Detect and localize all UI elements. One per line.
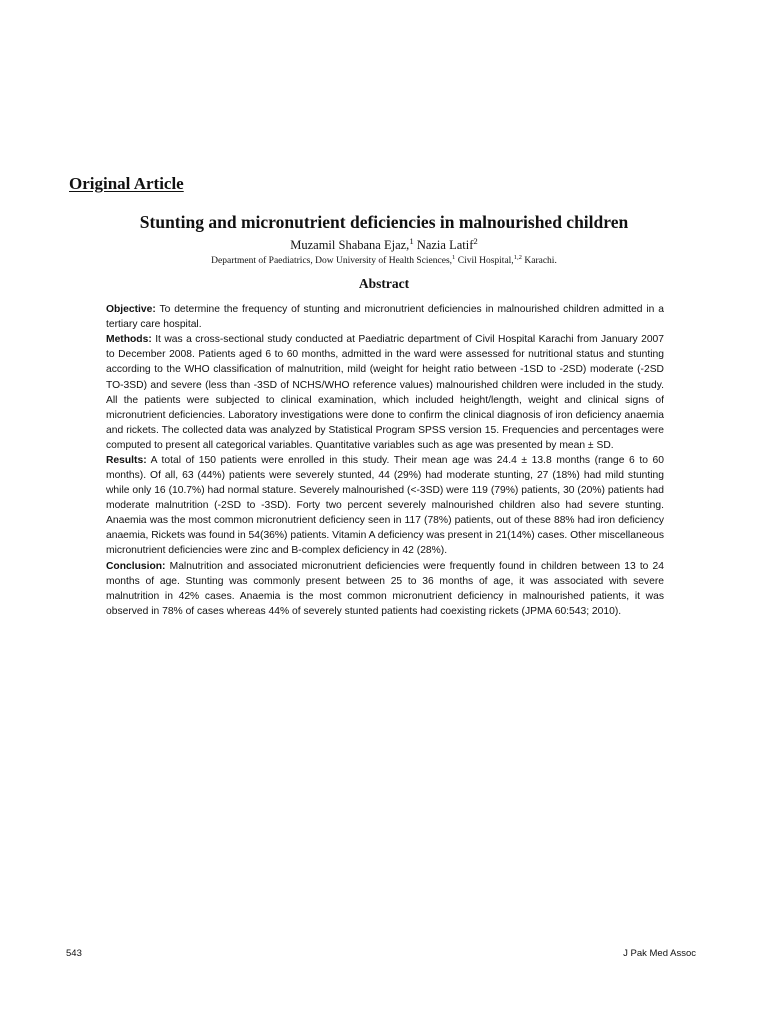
author-affiliation-mark: 2 — [473, 235, 478, 246]
abstract-results — [106, 453, 664, 558]
affiliation-mark: 1 — [452, 253, 456, 261]
article-type-heading: Original Article — [69, 174, 184, 193]
affiliation-mark: 1,2 — [513, 253, 522, 261]
results-label: Results: — [106, 455, 147, 467]
objective-text: To determine the frequency of stunting and micronutrient deficiencies in malnourished children admitted in a tertiary care hospital. — [106, 304, 664, 331]
conclusion-label: Conclusion: — [106, 560, 166, 572]
abstract-methods — [106, 332, 664, 452]
abstract-objective — [106, 302, 664, 332]
journal-name: J Pak Med Assoc — [623, 948, 696, 959]
author-name: Nazia Latif — [413, 238, 474, 252]
abstract-heading: Abstract — [358, 276, 410, 291]
methods-text: It was a cross-sectional study conducted at Paediatric department of Civil Hospital Karachi from January 2007 to December 2008. Patients aged 6 to 60 months, admitted in the ward were assessed for nutritional status and stunting according to the WHO classification of malnutrition, mild (weight for height ratio between -1SD to -2SD) moderate (-2SD TO-3SD) and severe (less than -3SD of NCHS/WHO reference values) malnourished children were included in the study. All the patients were subjected to clinical examination, which included height/length, weight and clinical signs of micronutrient deficiencies. Laboratory investigations were done to confirm the clinical diagnosis of iron deficiency anaemia and rickets. The collected data was analyzed by Statistical Program SPSS version 15. Frequencies and percentages were computed to present all categorical variables. Quantitative variables such as age was presented by mean ± SD. — [106, 334, 664, 451]
methods-label: Methods: — [106, 334, 152, 346]
abstract-conclusion — [106, 559, 664, 619]
affiliation-text: Karachi. — [522, 256, 557, 266]
article-title: Stunting and micronutrient deficiencies in malnourished children — [139, 212, 629, 232]
author-affiliation-mark: 1 — [409, 235, 414, 246]
objective-label: Objective: — [106, 304, 156, 315]
abstract-body — [106, 302, 664, 619]
author-line — [0, 235, 768, 253]
results-text: A total of 150 patients were enrolled in this study. Their mean age was 24.4 ± 13.8 months (range 6 to 60 months). Of all, 63 (44%) patients were severely stunted, 44 (29%) had moderate stunting, 27 (18%) had mild stunting while only 16 (10.7%) had normal stature. Severely malnourished (<-3SD) were 119 (79%) patients, 30 (20%) patients had moderate malnutrition (-2SD to -3SD). Forty two percent severely malnourished children also had severe stunting. Anaemia was the most common micronutrient deficiency seen in 117 (78%) patients, out of these 88% had iron deficiency anaemia, Rickets was found in 54(36%) patients. Vitamin A deficiency was present in 21(14%) cases. Other miscellaneous micronutrient deficiencies were zinc and B-complex deficiency in 42 (28%). — [106, 455, 664, 557]
affiliation-text: Civil Hospital, — [455, 256, 514, 266]
conclusion-text: Malnutrition and associated micronutrient deficiencies were frequently found in children between 13 to 24 months of age. Stunting was commonly present between 25 to 36 months of age, it was associated with severe malnutrition in 42% cases. Anaemia is the most common micronutrient deficiency in malnourished patients, it was observed in 78% of cases whereas 44% of severely stunted patients had coexisting rickets (JPMA 60:543; 2010). — [106, 560, 664, 617]
affiliation-text: Department of Paediatrics, Dow University of Health Sciences, — [211, 256, 453, 266]
author-name: Muzamil Shabana Ejaz, — [290, 238, 410, 252]
affiliation-line — [0, 253, 768, 266]
page-number: 543 — [66, 948, 82, 959]
